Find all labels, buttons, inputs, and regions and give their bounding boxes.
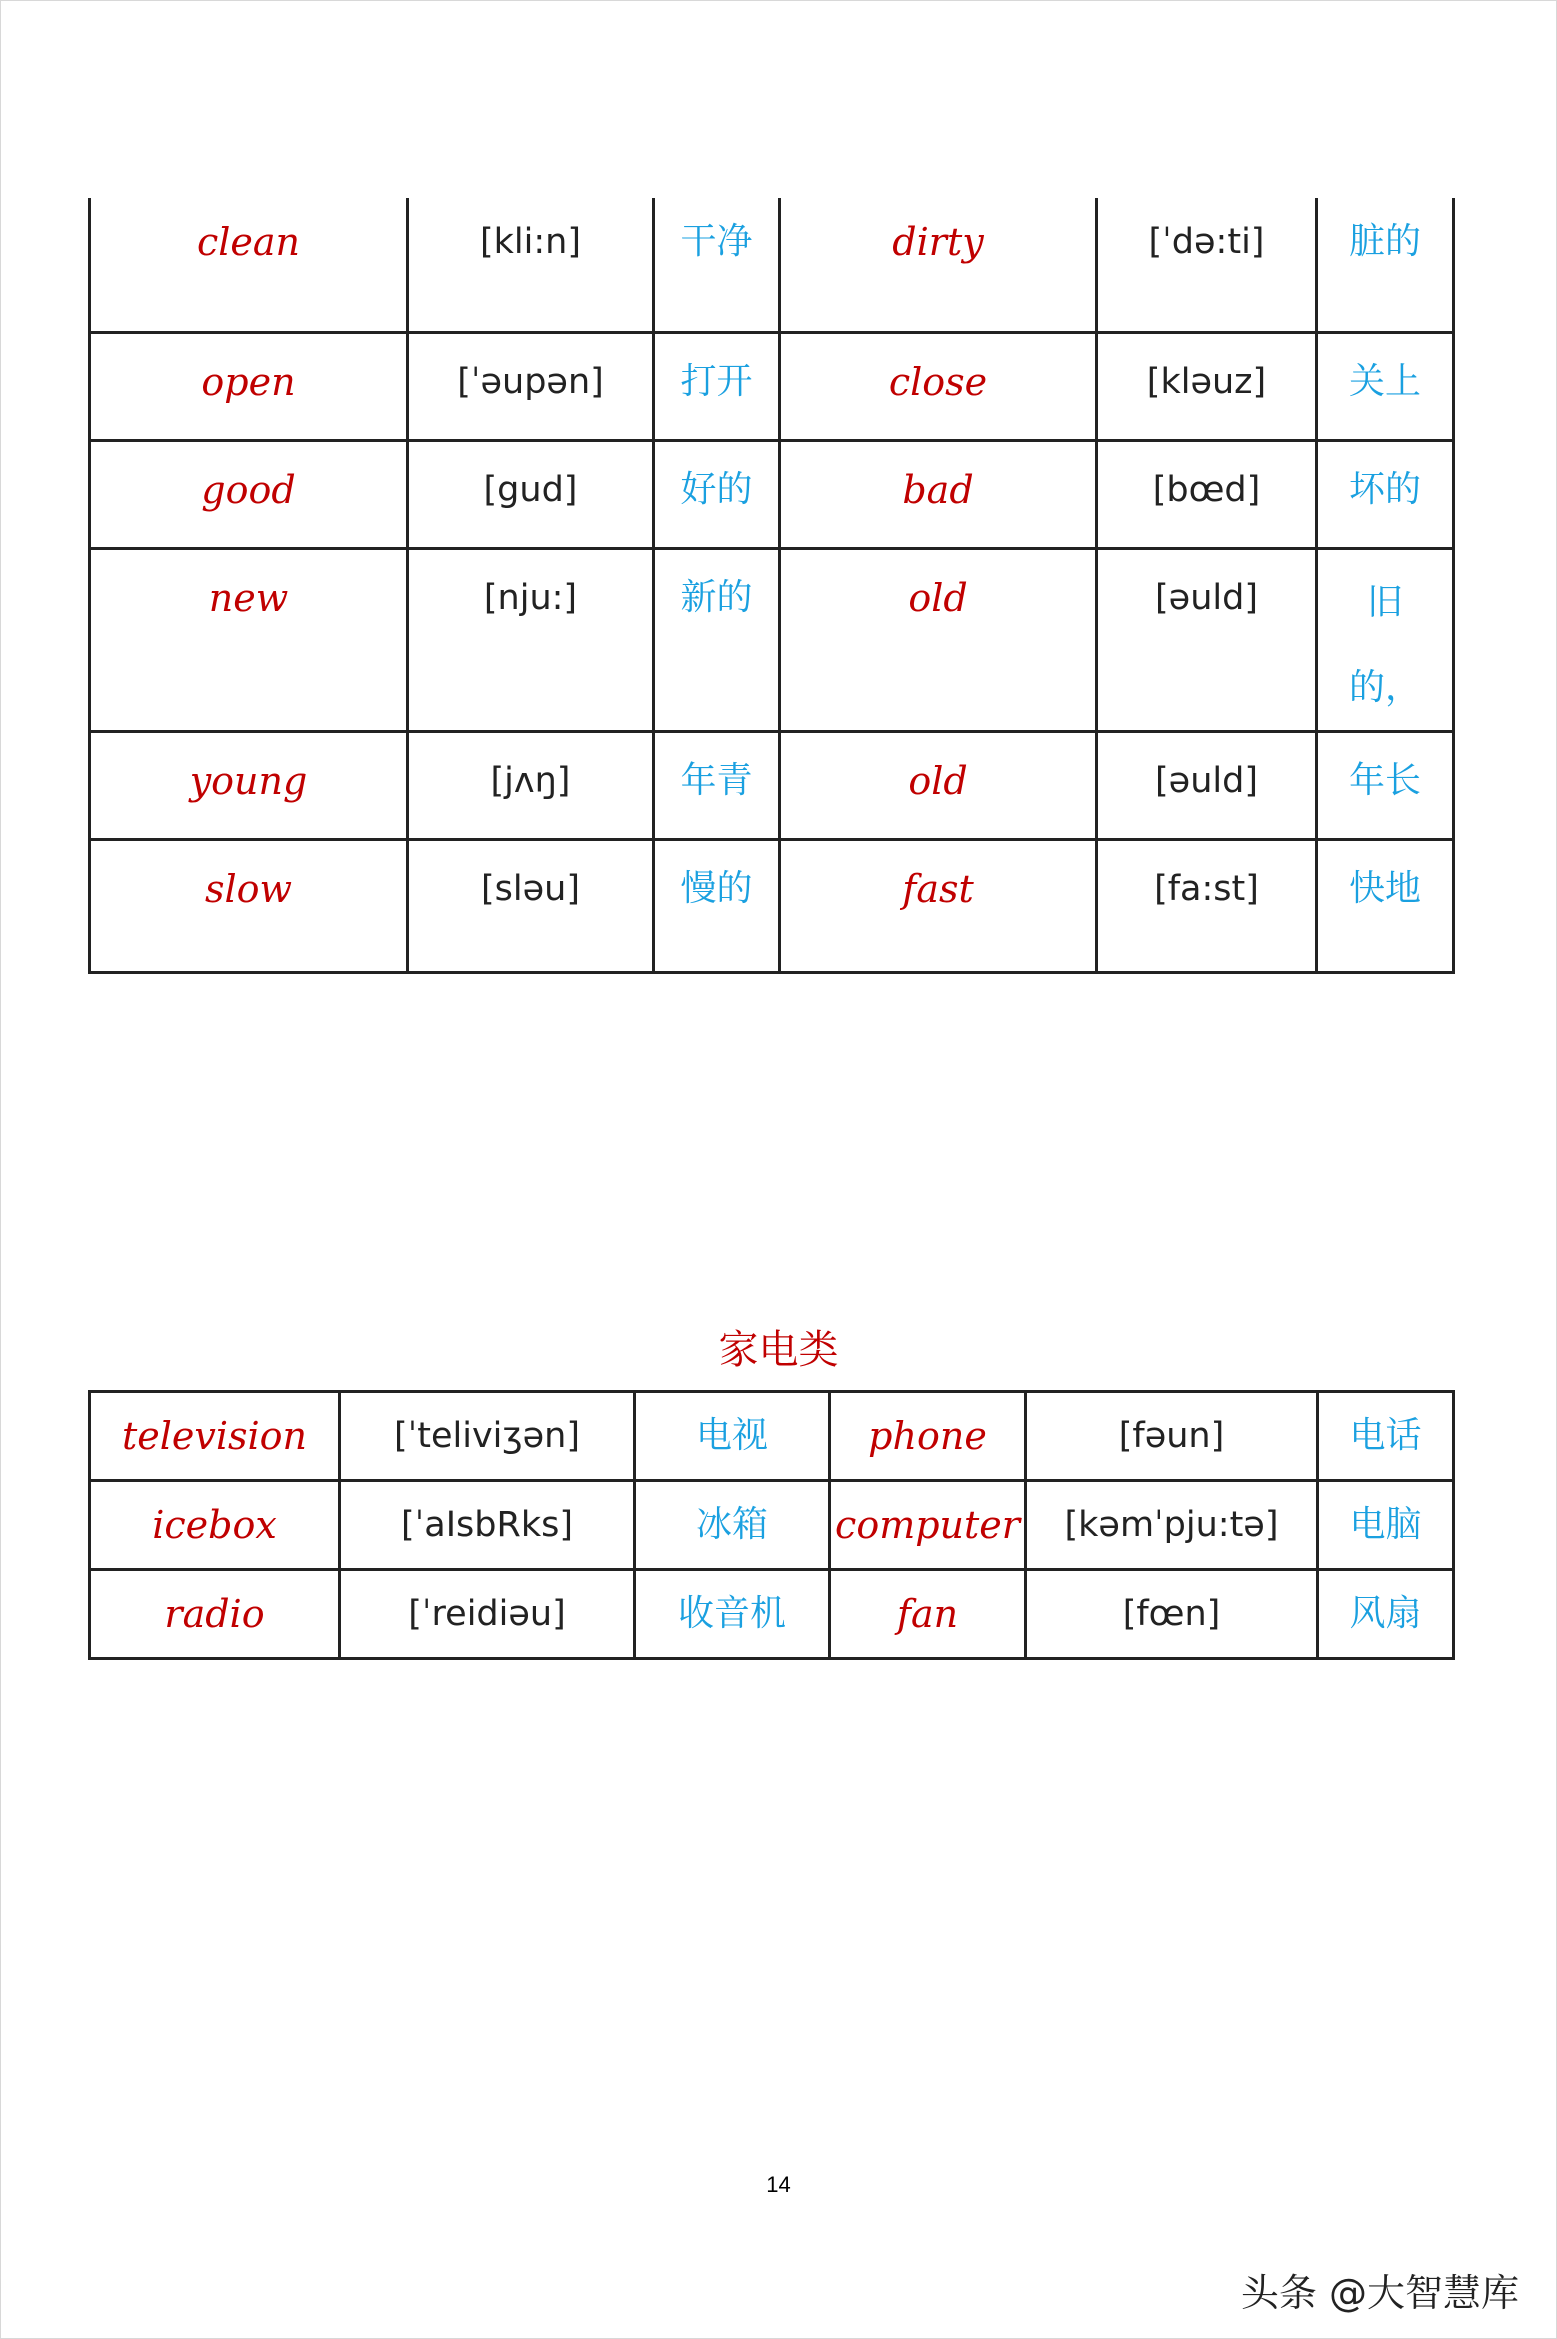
phonetic: [ˈreidiəu]	[340, 1570, 635, 1659]
adjectives-table	[88, 198, 1455, 974]
chinese-meaning: 好的	[654, 440, 780, 548]
chinese-meaning: 旧的，	[1317, 548, 1454, 731]
english-word: new	[90, 548, 408, 731]
english-word: close	[780, 332, 1097, 440]
chinese-meaning: 关上	[1317, 332, 1454, 440]
english-word: open	[90, 332, 408, 440]
english-word: old	[780, 548, 1097, 731]
table-row	[90, 1570, 1454, 1659]
phonetic: [sləu]	[408, 839, 654, 972]
page-number: 14	[766, 2172, 791, 2197]
table-row	[90, 332, 1454, 440]
phonetic: [fəun]	[1026, 1392, 1318, 1481]
chinese-meaning: 电话	[1318, 1392, 1454, 1481]
table-row	[90, 731, 1454, 839]
chinese-meaning: 慢的	[654, 839, 780, 972]
chinese-meaning: 收音机	[635, 1570, 830, 1659]
english-word: old	[780, 731, 1097, 839]
phonetic: [gud]	[408, 440, 654, 548]
chinese-meaning: 脏的	[1317, 198, 1454, 332]
chinese-meaning: 年长	[1317, 731, 1454, 839]
chinese-meaning: 电视	[635, 1392, 830, 1481]
appliances-table	[88, 1390, 1455, 1660]
phonetic: [əuld]	[1097, 548, 1317, 731]
english-word: clean	[90, 198, 408, 332]
english-word: good	[90, 440, 408, 548]
english-word: fan	[830, 1570, 1026, 1659]
english-word: bad	[780, 440, 1097, 548]
english-word: radio	[90, 1570, 340, 1659]
phonetic: [kli:n]	[408, 198, 654, 332]
english-word: slow	[90, 839, 408, 972]
phonetic: [ˈdə:ti]	[1097, 198, 1317, 332]
chinese-meaning: 电脑	[1318, 1481, 1454, 1570]
phonetic: [jʌŋ]	[408, 731, 654, 839]
chinese-meaning: 风扇	[1318, 1570, 1454, 1659]
watermark: 头条 @大智慧库	[1240, 2271, 1519, 2315]
chinese-meaning: 打开	[654, 332, 780, 440]
english-word: computer	[830, 1481, 1026, 1570]
phonetic: [ˈəupən]	[408, 332, 654, 440]
table-row	[90, 1392, 1454, 1481]
phonetic: [nju:]	[408, 548, 654, 731]
english-word: fast	[780, 839, 1097, 972]
table-row	[90, 548, 1454, 731]
english-word: phone	[830, 1392, 1026, 1481]
phonetic: [kəmˈpju:tə]	[1026, 1481, 1318, 1570]
phonetic: [fa:st]	[1097, 839, 1317, 972]
chinese-meaning: 冰箱	[635, 1481, 830, 1570]
chinese-meaning: 快地	[1317, 839, 1454, 972]
table-row	[90, 198, 1454, 332]
chinese-meaning: 年青	[654, 731, 780, 839]
phonetic: [ˈteliviʒən]	[340, 1392, 635, 1481]
phonetic: [əuld]	[1097, 731, 1317, 839]
table-row	[90, 839, 1454, 972]
english-word: television	[90, 1392, 340, 1481]
chinese-meaning: 新的	[654, 548, 780, 731]
english-word: dirty	[780, 198, 1097, 332]
phonetic: [kləuz]	[1097, 332, 1317, 440]
english-word: young	[90, 731, 408, 839]
table-row	[90, 440, 1454, 548]
phonetic: [fœn]	[1026, 1570, 1318, 1659]
phonetic: [ˈaIsbRks]	[340, 1481, 635, 1570]
table-row	[90, 1481, 1454, 1570]
chinese-meaning: 坏的	[1317, 440, 1454, 548]
section-title: 家电类	[718, 1327, 839, 1373]
phonetic: [bœd]	[1097, 440, 1317, 548]
english-word: icebox	[90, 1481, 340, 1570]
chinese-meaning: 干净	[654, 198, 780, 332]
